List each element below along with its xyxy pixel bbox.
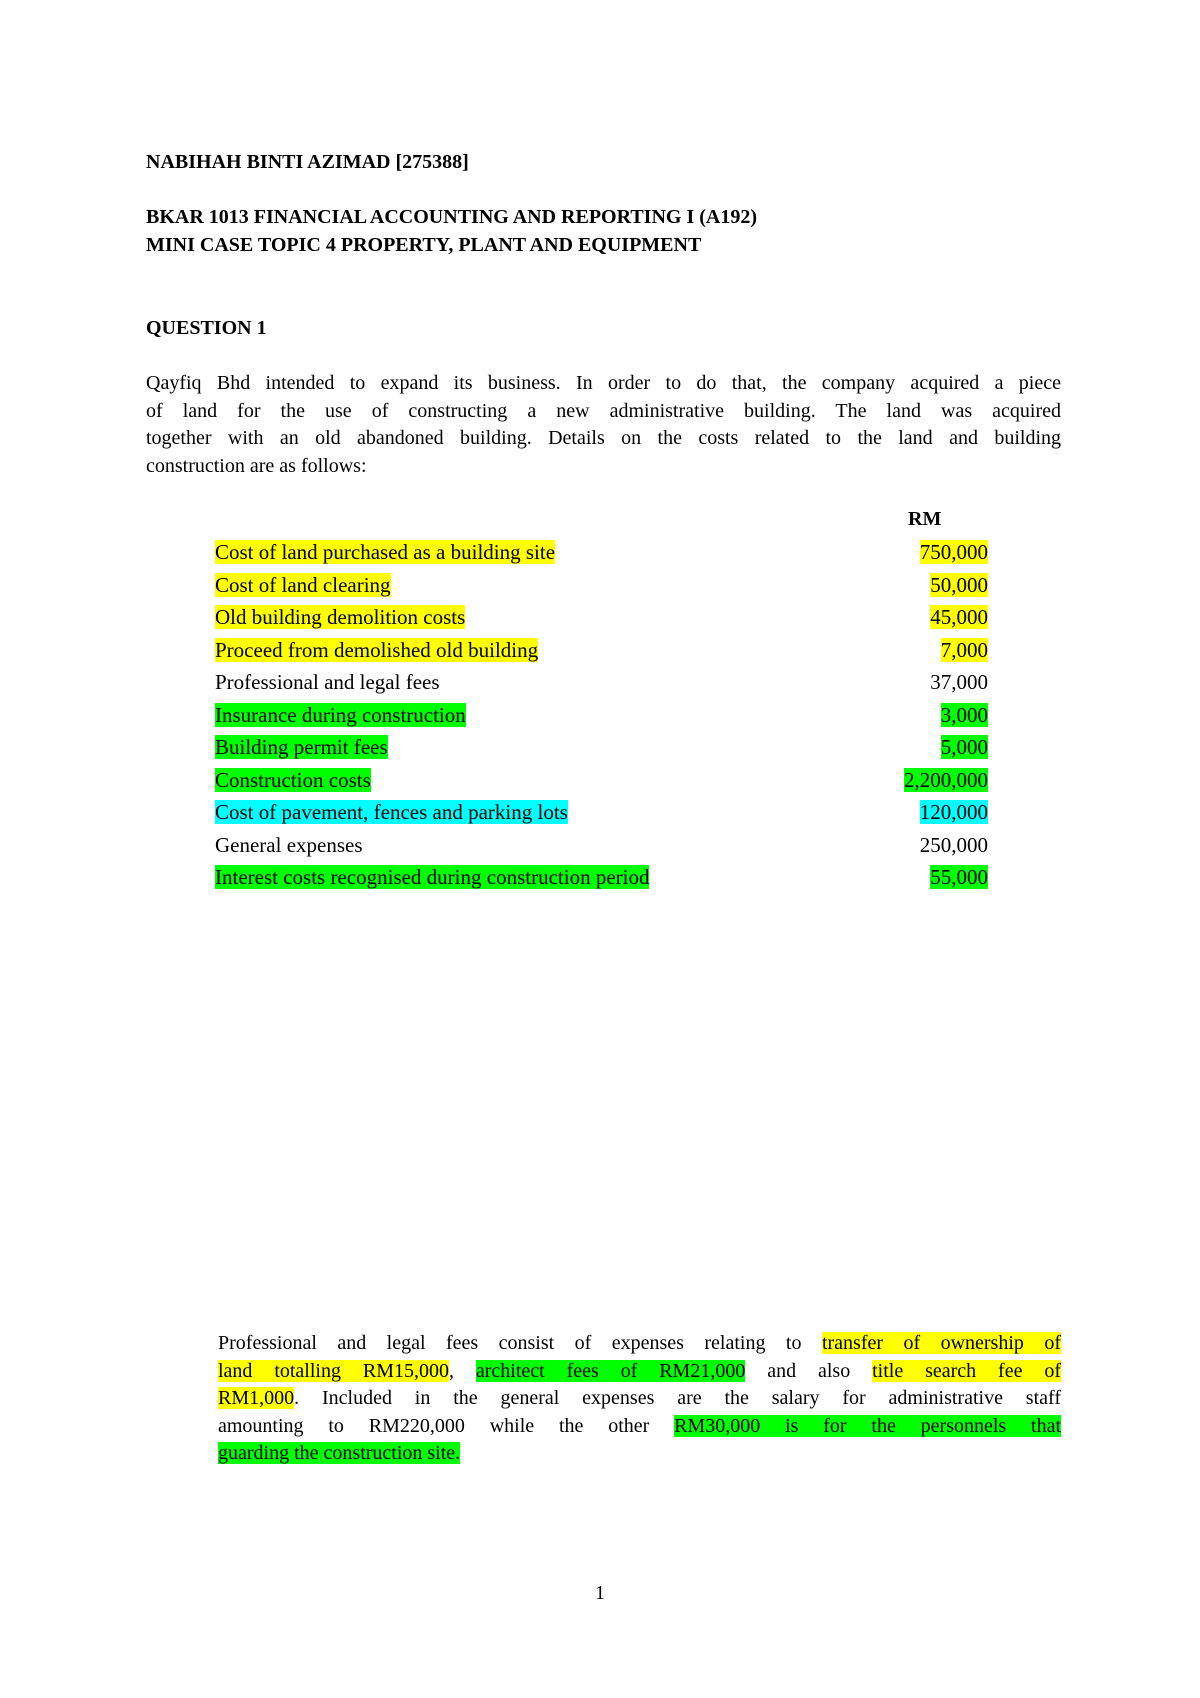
table-row (215, 700, 988, 733)
highlight-architect: architect fees of RM21,000 (475, 1359, 746, 1382)
notes-text: Professional and legal fees consist of expenses relating to (218, 1332, 822, 1354)
notes-text: and also (745, 1359, 873, 1382)
table-row (215, 830, 988, 863)
row-amount: 3,000 (940, 702, 988, 727)
row-amount: 50,000 (930, 572, 988, 597)
row-label: Cost of land purchased as a building site (215, 540, 556, 564)
row-amount: 120,000 (919, 800, 988, 824)
highlight-guarding-cont: guarding the construction site. (218, 1442, 461, 1464)
row-label: Cost of land clearing (215, 572, 391, 597)
currency-header: RM (908, 508, 942, 530)
intro-line: together with an old abandoned building. Details on the costs related to the land and building (146, 427, 1061, 449)
row-amount: 37,000 (930, 670, 988, 694)
row-amount: 750,000 (919, 540, 988, 564)
row-amount: 55,000 (930, 865, 988, 889)
row-amount: 2,200,000 (904, 767, 988, 792)
cost-table (215, 537, 988, 895)
table-row (215, 635, 988, 668)
highlight-transfer: transfer of ownership of (821, 1332, 1062, 1354)
highlight-guarding: RM30,000 is for the personnels that (674, 1414, 1062, 1437)
notes-text: , (448, 1359, 476, 1382)
row-label: Insurance during construction (215, 702, 466, 727)
table-row (215, 570, 988, 603)
row-amount: 7,000 (940, 637, 988, 662)
intro-line: Qayfiq Bhd intended to expand its business. In order to do that, the company acquired a piece (146, 372, 1061, 394)
row-label: Construction costs (215, 767, 371, 792)
notes-text: amounting to RM220,000 while the other (218, 1414, 675, 1437)
table-row (215, 537, 988, 570)
table-row (215, 602, 988, 635)
notes-line (218, 1330, 1061, 1358)
table-row (215, 732, 988, 765)
highlight-title-search-amount: RM1,000 (218, 1387, 295, 1409)
table-row (215, 667, 988, 700)
notes-text: . Included in the general expenses are the salary for administrative staff (294, 1387, 1061, 1409)
row-label: Professional and legal fees (215, 670, 440, 694)
notes-line (218, 1413, 1061, 1441)
highlight-title-search: title search fee of (872, 1359, 1061, 1382)
notes-line (218, 1385, 1061, 1413)
row-amount: 45,000 (930, 605, 988, 629)
topic-title: MINI CASE TOPIC 4 PROPERTY, PLANT AND EQUIPMENT (146, 234, 702, 256)
row-label: Old building demolition costs (215, 605, 466, 629)
table-row (215, 797, 988, 830)
question-intro (146, 370, 1061, 480)
notes-line (218, 1358, 1061, 1386)
row-label: Cost of pavement, fences and parking lots (215, 800, 568, 824)
intro-line: of land for the use of constructing a new administrative building. The land was acquired (146, 399, 1061, 422)
row-label: General expenses (215, 832, 363, 857)
student-name: NABIHAH BINTI AZIMAD [275388] (146, 151, 469, 173)
intro-line: construction are as follows: (146, 454, 367, 477)
row-amount: 250,000 (919, 832, 988, 857)
row-label: Building permit fees (215, 735, 388, 759)
highlight-land-fee: land totalling RM15,000 (218, 1359, 449, 1382)
row-amount: 5,000 (940, 735, 988, 759)
table-row (215, 765, 988, 798)
row-label: Proceed from demolished old building (215, 637, 539, 662)
question-title: QUESTION 1 (146, 317, 267, 339)
course-title: BKAR 1013 FINANCIAL ACCOUNTING AND REPORTING I (A192) (146, 206, 758, 228)
notes-line (218, 1440, 1061, 1468)
page-number: 1 (595, 1582, 605, 1604)
row-label: Interest costs recognised during construction period (215, 865, 650, 889)
notes-paragraph (218, 1330, 1061, 1468)
table-row (215, 862, 988, 895)
